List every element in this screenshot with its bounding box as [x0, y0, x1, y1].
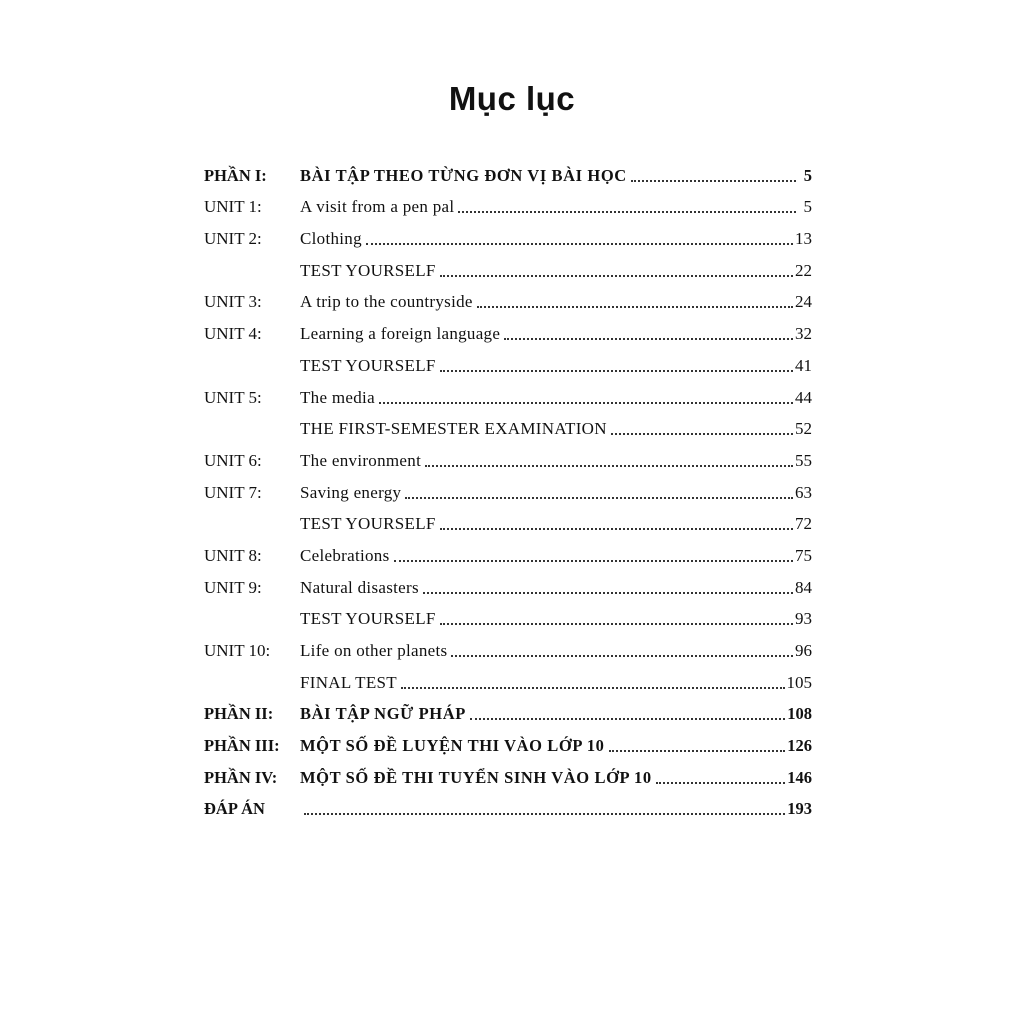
toc-entry [300, 546, 812, 566]
toc-page-number: 84 [795, 577, 812, 597]
toc-page-number: 75 [795, 545, 812, 565]
toc-section-label: UNIT 2: [204, 229, 262, 249]
toc-section-label: UNIT 3: [204, 292, 262, 312]
toc-entry [300, 197, 812, 217]
toc-page-number: 44 [795, 387, 812, 407]
toc-entry [300, 609, 812, 629]
toc-section-label: PHẦN III: [204, 736, 280, 756]
dot-leader [366, 242, 793, 245]
toc-row [204, 566, 812, 598]
toc-entry [300, 799, 812, 819]
toc-row [204, 724, 812, 756]
toc-row [204, 376, 812, 408]
dot-leader [504, 337, 793, 340]
dot-leader [451, 654, 793, 657]
toc-page-number: 52 [795, 419, 812, 439]
toc-entry-title: A trip to the countryside [300, 292, 473, 312]
page-title: Mục lục [448, 80, 576, 117]
toc-row [204, 312, 812, 344]
toc-row [204, 217, 812, 249]
dot-leader [440, 369, 793, 372]
toc-entry-title: FINAL TEST [300, 672, 397, 692]
toc-row [204, 756, 812, 788]
dot-leader [440, 274, 793, 277]
toc-page-number: 24 [795, 292, 812, 312]
toc-row [204, 439, 812, 471]
toc-page-number: 93 [795, 609, 812, 629]
dot-leader [401, 686, 785, 689]
dot-leader [423, 591, 793, 594]
dot-leader [611, 432, 793, 435]
toc-row [204, 186, 812, 218]
toc-entry-title: A visit from a pen pal [300, 197, 455, 217]
dot-leader [656, 781, 786, 784]
toc-entry-title: Natural disasters [300, 577, 419, 597]
toc-entry [300, 166, 812, 186]
dot-leader [304, 812, 785, 815]
dot-leader [631, 179, 796, 182]
toc-page-number: 5 [803, 197, 812, 217]
toc-row [204, 661, 812, 693]
toc-entry [300, 261, 812, 281]
toc-row [204, 693, 812, 725]
toc-entry [300, 578, 812, 598]
toc-page-number: 32 [795, 324, 812, 344]
toc-entry-title: Clothing [300, 229, 362, 249]
toc-entry [300, 292, 812, 312]
dot-leader [425, 464, 793, 467]
toc-entry [300, 483, 812, 503]
toc-row [204, 471, 812, 503]
toc-section-label: UNIT 10: [204, 641, 271, 660]
toc-entry [300, 388, 812, 408]
toc-row [204, 788, 812, 820]
toc-entry [300, 229, 812, 249]
toc-section-label: UNIT 7: [204, 482, 262, 502]
toc-page-number: 63 [795, 482, 812, 502]
dot-leader [440, 527, 793, 530]
dot-leader [609, 749, 786, 752]
toc-row [204, 629, 812, 661]
toc-entry [300, 673, 812, 693]
toc-section-label: PHẦN I: [204, 165, 267, 185]
toc-page-number: 108 [787, 704, 812, 724]
toc-entry-title: MỘT SỐ ĐỀ LUYỆN THI VÀO LỚP 10 [300, 736, 605, 756]
toc-entry-title: Celebrations [300, 545, 390, 565]
toc-page-number: 41 [795, 355, 812, 375]
toc-entry [300, 704, 812, 724]
toc-entry-title: The media [300, 387, 375, 407]
toc-entry-title: Life on other planets [300, 641, 448, 660]
toc-entry [300, 641, 812, 661]
toc-section-label: UNIT 6: [204, 450, 262, 470]
toc-row [204, 503, 812, 535]
toc-row [204, 249, 812, 281]
toc-page-number: 193 [787, 799, 812, 819]
toc-row [204, 534, 812, 566]
toc-section-label: PHẦN IV: [204, 767, 278, 787]
toc-page-number: 146 [787, 767, 812, 787]
toc-section-label: PHẦN II: [204, 704, 274, 724]
toc-page-number: 13 [795, 229, 812, 249]
toc-entry [300, 324, 812, 344]
toc-row [204, 408, 812, 440]
table-of-contents [204, 154, 812, 819]
toc-entry [300, 768, 812, 788]
toc-page-number: 55 [795, 450, 812, 470]
toc-page-number: 126 [787, 736, 812, 756]
toc-entry [300, 514, 812, 534]
toc-page-number: 5 [803, 165, 812, 185]
toc-section-label: UNIT 1: [204, 197, 262, 217]
toc-entry-title: Learning a foreign language [300, 324, 501, 344]
toc-entry-title: Saving energy [300, 482, 402, 502]
toc-entry [300, 419, 812, 439]
dot-leader [458, 210, 796, 213]
toc-entry-title: The environment [300, 450, 422, 470]
toc-section-label: UNIT 9: [204, 577, 262, 597]
toc-section-label: UNIT 5: [204, 387, 262, 407]
toc-entry-title: TEST YOURSELF [300, 514, 436, 534]
dot-leader [379, 401, 793, 404]
toc-entry [300, 356, 812, 376]
dot-leader [405, 496, 793, 499]
toc-entry-title: TEST YOURSELF [300, 260, 436, 280]
toc-entry [300, 736, 812, 756]
toc-section-label: UNIT 8: [204, 545, 262, 565]
dot-leader [470, 717, 785, 720]
toc-entry-title: THE FIRST-SEMESTER EXAMINATION [300, 419, 607, 439]
toc-entry-title: TEST YOURSELF [300, 355, 436, 375]
toc-section-label: ĐÁP ÁN [204, 799, 265, 819]
toc-entry-title: BÀI TẬP NGỮ PHÁP [300, 704, 466, 724]
dot-leader [440, 622, 793, 625]
toc-row [204, 344, 812, 376]
toc-section-label: UNIT 4: [204, 324, 262, 344]
toc-page-number: 105 [786, 672, 812, 692]
dot-leader [394, 559, 793, 562]
dot-leader [477, 305, 793, 308]
toc-entry-title: TEST YOURSELF [300, 609, 436, 629]
toc-row [204, 281, 812, 313]
toc-row [204, 154, 812, 186]
toc-page-number: 96 [795, 641, 812, 660]
toc-page-number: 72 [795, 514, 812, 534]
toc-entry-title: BÀI TẬP THEO TỪNG ĐƠN VỊ BÀI HỌC [300, 165, 627, 185]
toc-row [204, 598, 812, 630]
toc-entry [300, 451, 812, 471]
toc-entry-title: MỘT SỐ ĐỀ THI TUYỂN SINH VÀO LỚP 10 [300, 767, 652, 787]
toc-page-number: 22 [795, 260, 812, 280]
